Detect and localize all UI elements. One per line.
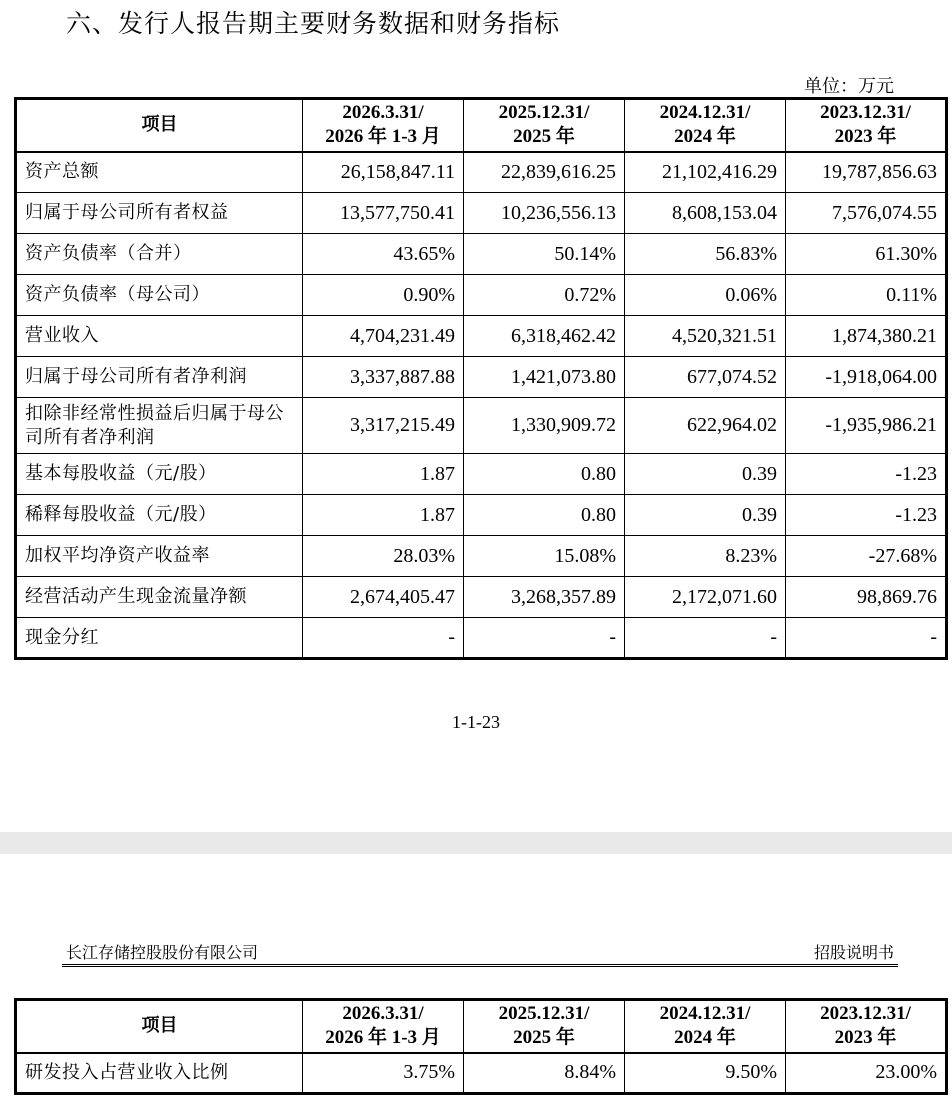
cell-value: - (303, 618, 464, 659)
header-line1: 2025.12.31/ (498, 102, 590, 124)
cell-value: 43.65% (303, 234, 464, 275)
row-label: 稀释每股收益（元/股） (16, 495, 303, 536)
header-col-2025 (464, 1000, 625, 1053)
cell-value: 98,869.76 (786, 577, 947, 618)
header-line2: 2025 年 (513, 126, 575, 148)
header-line1: 2024.12.31/ (659, 102, 751, 124)
cell-value: 622,964.02 (625, 398, 786, 454)
row-label: 现金分红 (16, 618, 303, 659)
cell-value: -27.68% (786, 536, 947, 577)
cell-value: 61.30% (786, 234, 947, 275)
header-col-2023 (786, 99, 947, 152)
row-label: 研发投入占营业收入比例 (16, 1053, 303, 1094)
cell-value: 0.39 (625, 454, 786, 495)
table-row (16, 398, 947, 454)
cell-value: 3.75% (303, 1053, 464, 1094)
cell-value: 8.84% (464, 1053, 625, 1094)
cell-value: 2,674,405.47 (303, 577, 464, 618)
row-label: 归属于母公司所有者净利润 (16, 357, 303, 398)
cell-value: 1,421,073.80 (464, 357, 625, 398)
cell-value: 6,318,462.42 (464, 316, 625, 357)
table-row (16, 275, 947, 316)
table-row (16, 577, 947, 618)
cell-value: -1.23 (786, 454, 947, 495)
cell-value: 3,317,215.49 (303, 398, 464, 454)
cell-value: 677,074.52 (625, 357, 786, 398)
cell-value: 0.90% (303, 275, 464, 316)
cell-value: 0.80 (464, 454, 625, 495)
financial-data-table-continued (14, 998, 948, 1095)
header-col-2023 (786, 1000, 947, 1053)
cell-value: 21,102,416.29 (625, 152, 786, 193)
header-line1: 2026.3.31/ (342, 1003, 424, 1025)
header-col-2026q1 (303, 1000, 464, 1053)
cell-value: - (464, 618, 625, 659)
header-line2: 2024 年 (674, 126, 736, 148)
table-row (16, 316, 947, 357)
cell-value: 8.23% (625, 536, 786, 577)
cell-value: 8,608,153.04 (625, 193, 786, 234)
header-line2: 2023 年 (834, 1027, 897, 1049)
header-rule (62, 964, 898, 965)
cell-value: 0.72% (464, 275, 625, 316)
header-line2: 2026 年 1-3 月 (325, 126, 441, 148)
row-label: 经营活动产生现金流量净额 (16, 577, 303, 618)
row-label: 扣除非经常性损益后归属于母公司所有者净利润 (16, 398, 303, 454)
cell-value: -1,918,064.00 (786, 357, 947, 398)
cell-value: 9.50% (625, 1053, 786, 1094)
table-row (16, 1053, 947, 1094)
cell-value: 26,158,847.11 (303, 152, 464, 193)
header-rule (62, 966, 898, 967)
cell-value: 4,704,231.49 (303, 316, 464, 357)
cell-value: 0.06% (625, 275, 786, 316)
row-label: 资产总额 (16, 152, 303, 193)
table-row (16, 152, 947, 193)
cell-value: 3,268,357.89 (464, 577, 625, 618)
row-label: 资产负债率（合并） (16, 234, 303, 275)
unit-label: 单位：万元 (804, 76, 894, 97)
table-row (16, 234, 947, 275)
header-line1: 2025.12.31/ (498, 1003, 590, 1025)
header-line1: 2023.12.31/ (820, 1003, 911, 1025)
table-row (16, 454, 947, 495)
cell-value: -1.23 (786, 495, 947, 536)
header-line2: 2023 年 (834, 126, 897, 148)
cell-value: 23.00% (786, 1053, 947, 1094)
cell-value: 1,874,380.21 (786, 316, 947, 357)
cell-value: 1.87 (303, 495, 464, 536)
header-line2: 2026 年 1-3 月 (325, 1027, 441, 1049)
cell-value: 7,576,074.55 (786, 193, 947, 234)
page-gap (0, 832, 952, 854)
header-col-2026q1 (303, 99, 464, 152)
table-header-row (16, 1000, 947, 1053)
financial-data-table (14, 97, 948, 660)
cell-value: 0.39 (625, 495, 786, 536)
page-bottom (0, 854, 952, 1107)
row-label: 基本每股收益（元/股） (16, 454, 303, 495)
table-row (16, 536, 947, 577)
cell-value: 1,330,909.72 (464, 398, 625, 454)
table-header-row (16, 99, 947, 152)
header-line2: 2025 年 (513, 1027, 575, 1049)
header-line1: 2024.12.31/ (659, 1003, 751, 1025)
cell-value: 22,839,616.25 (464, 152, 625, 193)
header-line1: 2023.12.31/ (820, 102, 911, 124)
header-item: 项目 (16, 99, 303, 152)
row-label: 加权平均净资产收益率 (16, 536, 303, 577)
header-col-2025 (464, 99, 625, 152)
table-row (16, 495, 947, 536)
table-row (16, 618, 947, 659)
cell-value: 4,520,321.51 (625, 316, 786, 357)
cell-value: 2,172,071.60 (625, 577, 786, 618)
cell-value: 13,577,750.41 (303, 193, 464, 234)
header-col-2024 (625, 99, 786, 152)
page-number: 1-1-23 (452, 712, 500, 732)
cell-value: -1,935,986.21 (786, 398, 947, 454)
header-line2: 2024 年 (674, 1027, 736, 1049)
cell-value: 3,337,887.88 (303, 357, 464, 398)
cell-value: 56.83% (625, 234, 786, 275)
cell-value: - (625, 618, 786, 659)
section-title: 六、发行人报告期主要财务数据和财务指标 (66, 9, 561, 38)
company-name: 长江存储控股股份有限公司 (66, 943, 259, 962)
cell-value: 50.14% (464, 234, 625, 275)
cell-value: 10,236,556.13 (464, 193, 625, 234)
cell-value: 1.87 (303, 454, 464, 495)
header-line1: 2026.3.31/ (342, 102, 424, 124)
header-item: 项目 (16, 1000, 303, 1053)
cell-value: 0.11% (786, 275, 947, 316)
cell-value: 15.08% (464, 536, 625, 577)
row-label: 归属于母公司所有者权益 (16, 193, 303, 234)
cell-value: 19,787,856.63 (786, 152, 947, 193)
cell-value: 0.80 (464, 495, 625, 536)
header-col-2024 (625, 1000, 786, 1053)
row-label: 营业收入 (16, 316, 303, 357)
cell-value: 28.03% (303, 536, 464, 577)
document-type: 招股说明书 (813, 943, 894, 962)
table-row (16, 193, 947, 234)
cell-value: - (786, 618, 947, 659)
row-label: 资产负债率（母公司） (16, 275, 303, 316)
table-row (16, 357, 947, 398)
